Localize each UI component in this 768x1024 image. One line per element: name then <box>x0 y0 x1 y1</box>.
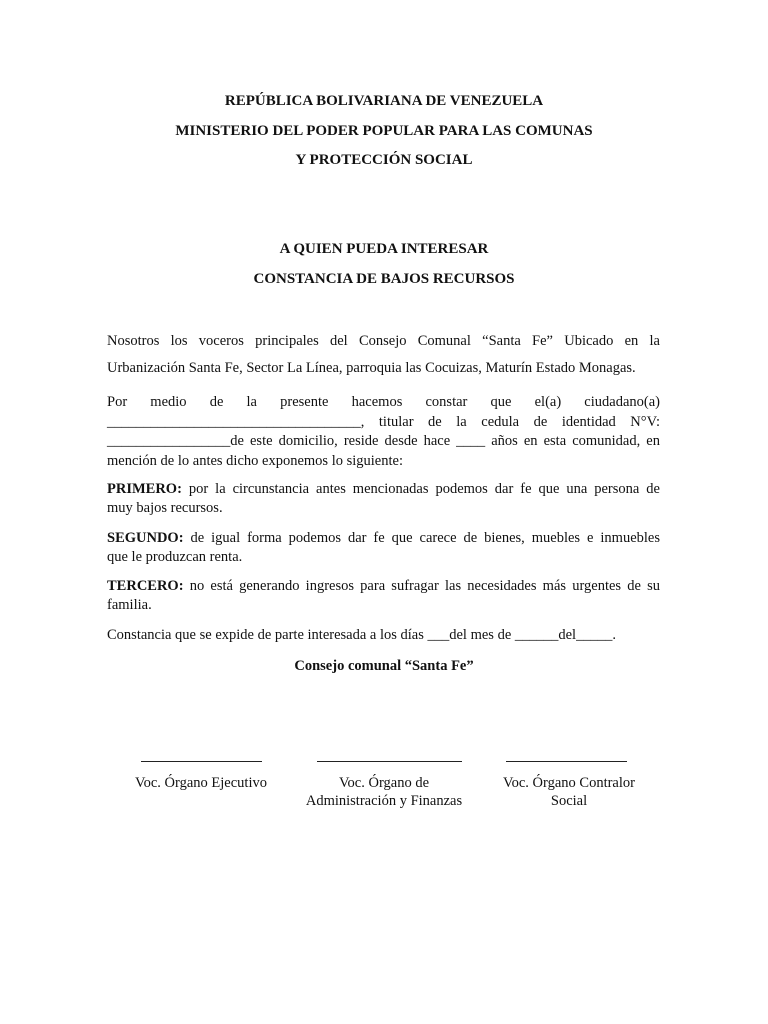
title-recipient: A QUIEN PUEDA INTERESAR <box>279 241 489 257</box>
primero-text: por la circunstancia antes mencionadas podemos dar fe que una persona de <box>181 481 660 497</box>
statement-line: ___________________________________, titular de la cedula de identidad N°V: <box>107 413 660 430</box>
statement-line: mención de lo antes dicho exponemos lo siguiente: <box>107 452 403 469</box>
signature-title: Voc. Órgano de <box>338 775 430 791</box>
signature-line-administracion <box>317 761 462 762</box>
signature-title-cont: Administración y Finanzas <box>305 793 463 809</box>
primero-line <box>107 480 660 499</box>
signature-line-contralor <box>506 761 627 762</box>
signature-block-ejecutivo <box>116 774 286 792</box>
intro-line: Nosotros los voceros principales del Consejo Comunal “Santa Fe” Ubicado en la <box>107 333 660 349</box>
tercero-line <box>107 577 660 596</box>
signature-title: Voc. Órgano Contralor <box>503 775 635 791</box>
header-ministry: MINISTERIO DEL PODER POPULAR PARA LAS COMUNAS <box>175 123 593 139</box>
council-name: Consejo comunal “Santa Fe” <box>294 658 474 674</box>
segundo-label: SEGUNDO: <box>107 530 184 546</box>
segundo-line <box>107 529 660 548</box>
statement-line: _________________de este domicilio, reside desde hace ____ años en esta comunidad, en <box>107 433 660 449</box>
header-ministry-cont: Y PROTECCIÓN SOCIAL <box>295 152 473 168</box>
tercero-label: TERCERO: <box>107 578 184 594</box>
signature-block-contralor <box>484 774 654 810</box>
segundo-line: que le produzcan renta. <box>107 549 243 565</box>
document-title: CONSTANCIA DE BAJOS RECURSOS <box>253 271 515 287</box>
primero-label: PRIMERO: <box>107 481 182 497</box>
tercero-line: familia. <box>107 597 152 613</box>
tercero-text: no está generando ingresos para sufragar las necesidades más urgentes de su <box>183 578 660 594</box>
statement-paragraph <box>107 393 660 471</box>
signature-line-ejecutivo <box>141 761 262 762</box>
tercero-paragraph <box>107 577 660 615</box>
intro-line: Urbanización Santa Fe, Sector La Línea, parroquia las Cocuizas, Maturín Estado Monagas. <box>107 360 636 376</box>
segundo-text: de igual forma podemos dar fe que carece de bienes, muebles e inmuebles <box>183 530 660 546</box>
intro-paragraph <box>107 328 660 382</box>
segundo-paragraph <box>107 529 660 567</box>
primero-paragraph <box>107 480 660 518</box>
closing-paragraph <box>107 626 660 645</box>
header-republic: REPÚBLICA BOLIVARIANA DE VENEZUELA <box>224 93 544 109</box>
statement-line: Por medio de la presente hacemos constar que el(a) ciudadano(a) <box>107 394 660 410</box>
closing-line: Constancia que se expide de parte interesada a los días ___del mes de ______del_____. <box>107 627 616 643</box>
signature-title: Voc. Órgano Ejecutivo <box>135 775 267 791</box>
signature-block-administracion <box>289 774 479 810</box>
primero-line: muy bajos recursos. <box>107 500 223 516</box>
signature-title-cont: Social <box>550 793 588 809</box>
